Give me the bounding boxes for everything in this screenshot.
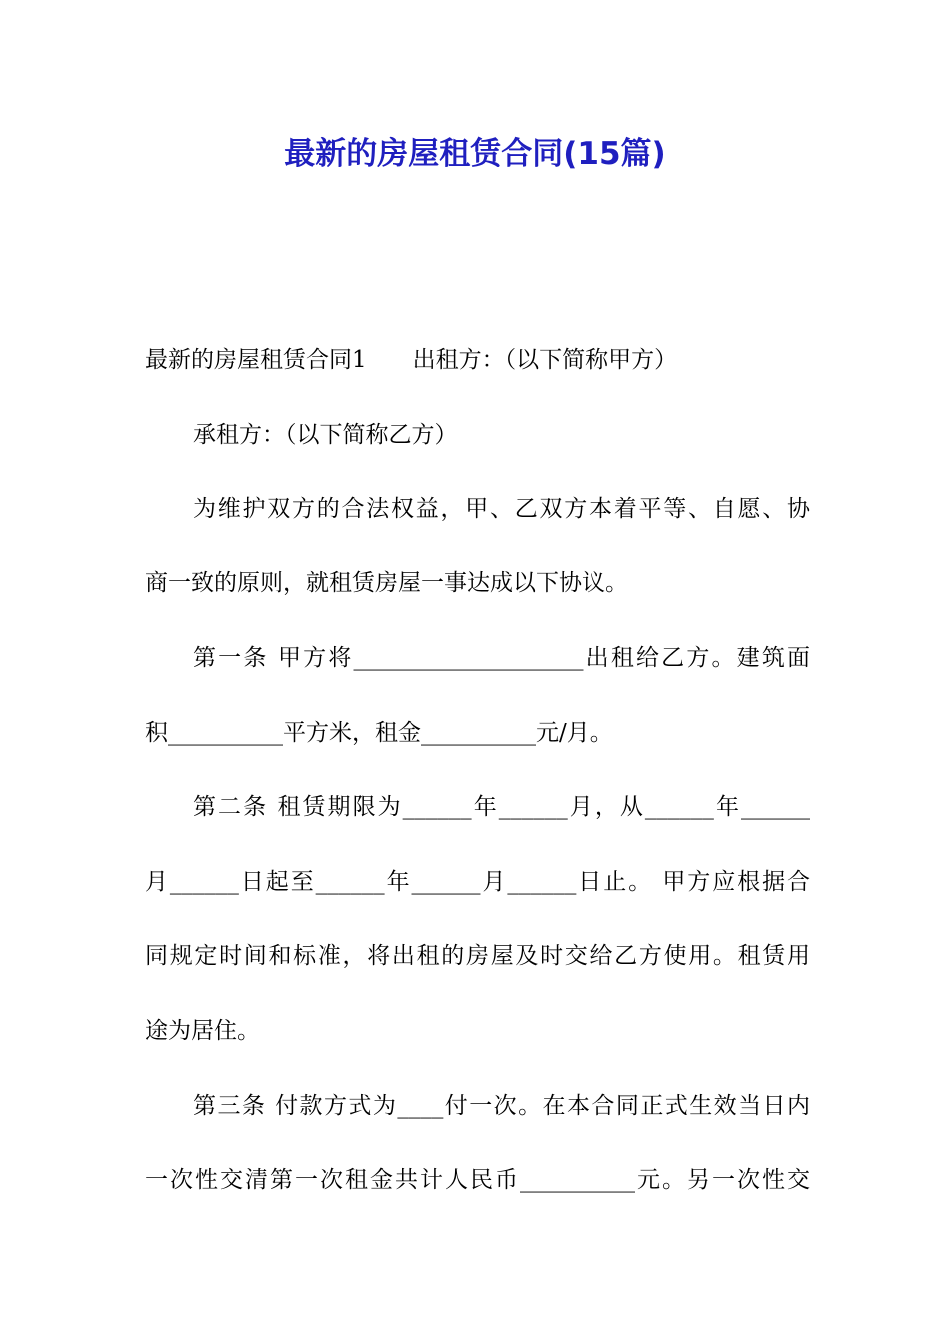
paragraph-line: 途为居住。 bbox=[145, 1018, 260, 1044]
paragraph-line: 第一条 甲方将____________________出租给乙方。建筑面 bbox=[193, 645, 810, 671]
paragraph-line: 商一致的原则，就租赁房屋一事达成以下协议。 bbox=[145, 570, 628, 596]
paragraph-line: 承租方：（以下简称乙方） bbox=[193, 422, 458, 448]
document-title: 最新的房屋租赁合同(15篇) bbox=[284, 136, 666, 172]
paragraph-line: 月______日起至______年______月______日止。 甲方应根据合 bbox=[145, 869, 810, 895]
paragraph-line: 第三条 付款方式为____付一次。在本合同正式生效当日内 bbox=[193, 1093, 810, 1119]
paragraph-line: 第二条 租赁期限为______年______月，从______年______ bbox=[193, 794, 810, 820]
paragraph-line: 一次性交清第一次租金共计人民币__________元。另一次性交 bbox=[145, 1167, 810, 1193]
paragraph-line: 为维护双方的合法权益，甲、乙双方本着平等、自愿、协 bbox=[193, 496, 810, 522]
paragraph-line: 最新的房屋租赁合同1 出租方：（以下简称甲方） bbox=[145, 347, 678, 373]
paragraph-line: 同规定时间和标准，将出租的房屋及时交给乙方使用。租赁用 bbox=[145, 943, 810, 969]
paragraph-line: 积__________平方米，租金__________元/月。 bbox=[145, 720, 613, 746]
